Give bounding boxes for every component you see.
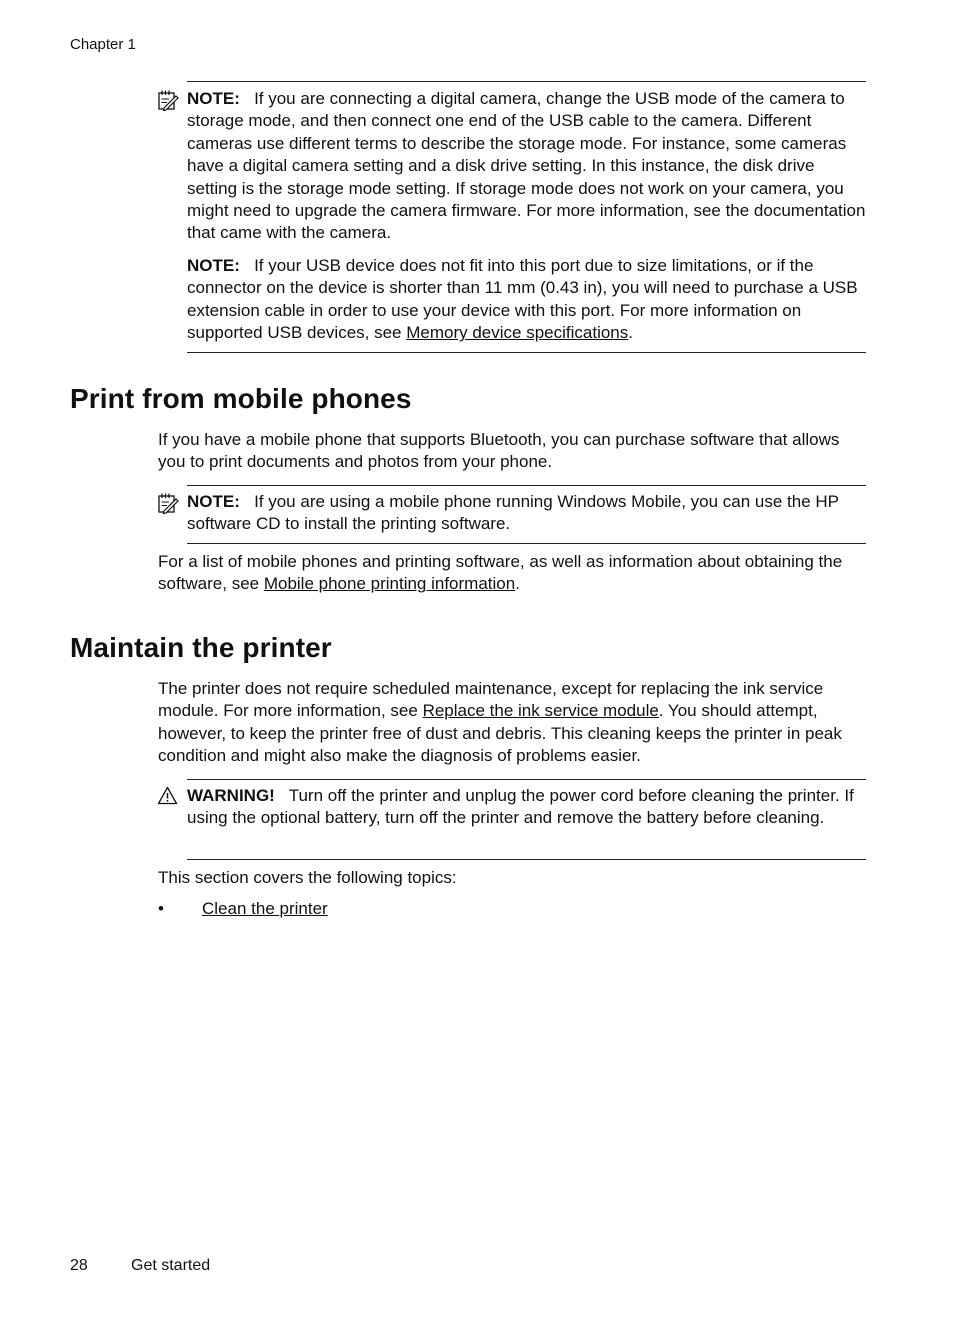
footer-section-title: Get started xyxy=(131,1257,211,1274)
note-top-rule xyxy=(187,485,866,486)
clean-the-printer-link[interactable]: Clean the printer xyxy=(202,899,328,918)
note-icon xyxy=(157,492,179,514)
note-bottom-rule xyxy=(187,543,866,544)
note-usb-size: NOTE: If your USB device does not fit into this port due to size limitations, or if the connector on the device is shorter than 11 mm (0.43 in), you will need to purchase a USB extension cable in order to use your device with this port. For more information on supported USB devices, see Memory device specifications. xyxy=(187,256,858,343)
note-label: NOTE: xyxy=(187,256,240,275)
note-camera-usb xyxy=(187,88,867,245)
note-text: If you are using a mobile phone running Windows Mobile, you can use the HP software CD to install the printing software. xyxy=(187,492,839,534)
chapter-header: Chapter 1 xyxy=(70,36,136,53)
note-top-rule xyxy=(187,81,866,82)
note-bottom-rule xyxy=(187,352,866,353)
topics-intro: This section covers the following topics: xyxy=(158,868,457,887)
warning-cleaning xyxy=(187,785,867,830)
section-heading-mobile: Print from mobile phones xyxy=(70,383,412,414)
section-heading-maintain: Maintain the printer xyxy=(70,632,332,663)
note-text: If your USB device does not fit into this port due to size limitations, or if the connector on the device is shorter than 11 mm (0.43 in), you will need to purchase a USB extension cable in order to use your device with this port. For more information on supported USB devices, see xyxy=(187,256,858,343)
memory-device-specifications-link[interactable]: Memory device specifications xyxy=(406,323,629,343)
note-text: If you are connecting a digital camera, change the USB mode of the camera to storage mode, and then connect one end of the USB cable to the camera. Different cameras use different terms to describe the storage mode. For instance, some cameras have a digital camera setting and a disk drive setting. In this instance, the disk drive setting is the storage mode setting. If storage mode does not work on your camera, you might need to upgrade the camera firmware. For more information, see the documentation that came with the camera. xyxy=(187,89,866,243)
bullet-marker: • xyxy=(158,899,164,918)
replace-ink-service-module-link[interactable]: Replace the ink service module xyxy=(422,701,659,721)
mobile-intro-paragraph: If you have a mobile phone that supports Bluetooth, you can purchase software that allows you to print documents and photos from your phone. xyxy=(158,430,840,472)
page-number: 28 xyxy=(70,1257,88,1274)
note-windows-mobile xyxy=(187,491,867,536)
warning-text: Turn off the printer and unplug the power cord before cleaning the printer. If using the optional battery, turn off the printer and remove the battery before cleaning. xyxy=(187,786,854,828)
mobile-phone-printing-info-link[interactable]: Mobile phone printing information xyxy=(263,574,516,594)
mobile-list-paragraph: For a list of mobile phones and printing software, as well as information about obtaining the software, see Mobile phone printing information. xyxy=(158,552,843,594)
note-label: NOTE: xyxy=(187,89,240,108)
warning-label: WARNING! xyxy=(187,786,275,805)
maintain-intro-paragraph: The printer does not require scheduled maintenance, except for replacing the ink service module. For more information, see Replace the ink service module. You should attempt, however, to keep the printer free of dust and debris. This cleaning keeps the printer in peak condition and might also make the diagnosis of problems easier. xyxy=(158,679,842,766)
note-icon xyxy=(157,89,179,111)
warning-triangle-icon xyxy=(157,786,178,805)
note-label: NOTE: xyxy=(187,492,240,511)
warning-top-rule xyxy=(187,779,866,780)
warning-bottom-rule xyxy=(187,859,866,860)
